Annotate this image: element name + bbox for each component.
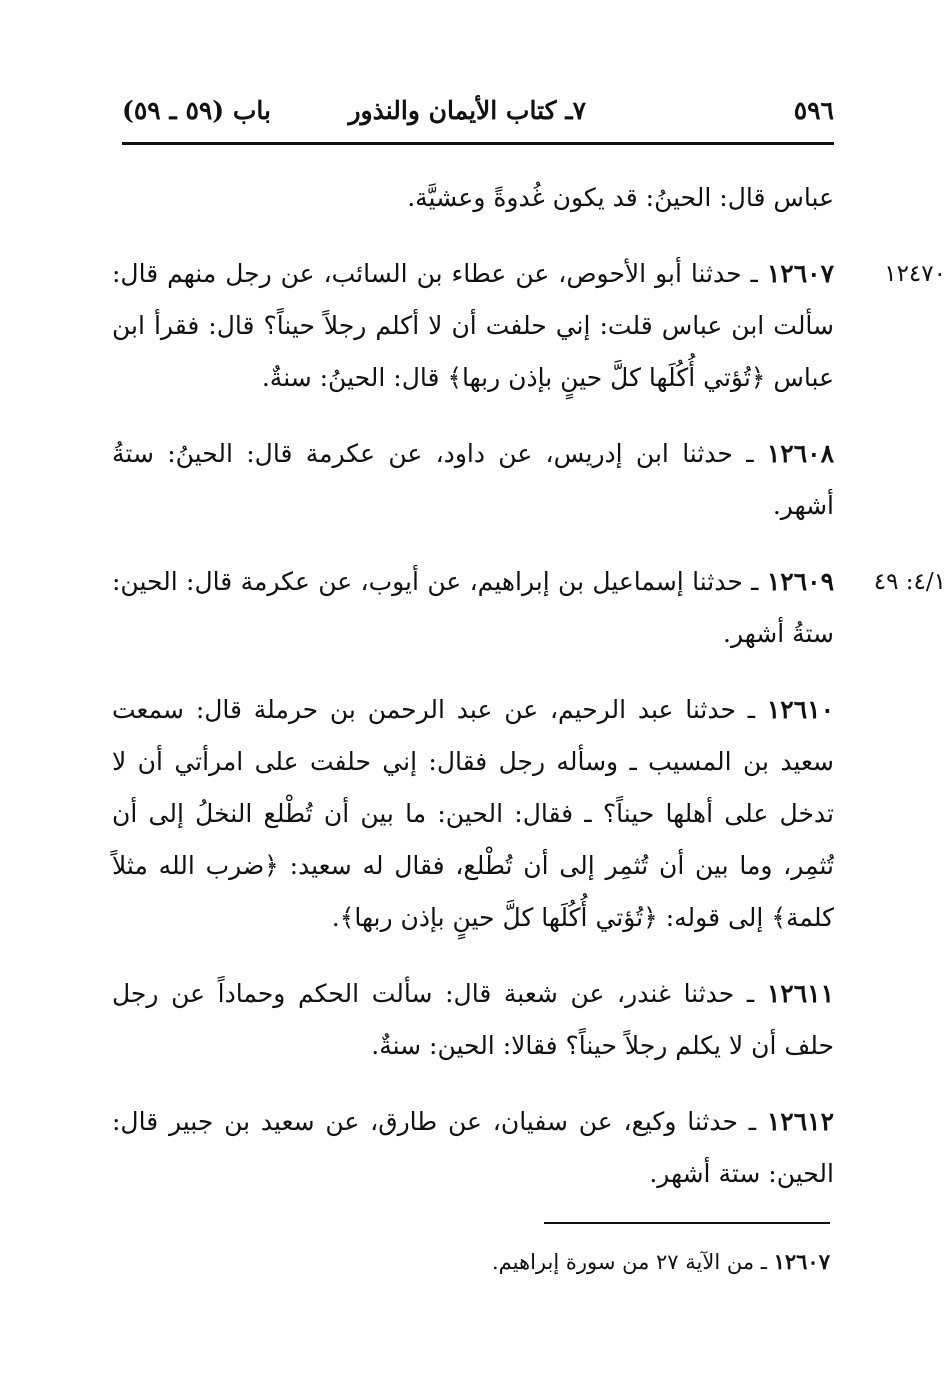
margin-reference: ١٢٤٧٠ (884, 261, 946, 287)
hadith-12610 (112, 684, 834, 944)
running-header (122, 92, 834, 136)
paragraph-text: ـ حدثنا غندر، عن شعبة قال: سألت الحكم وحماداً عن رجل حلف أن لا يكلم رجلاً حيناً؟ فقالا: الحين: سنةٌ. (112, 979, 834, 1060)
page-number: ٥٩٦ (793, 96, 834, 125)
paragraph-text: عباس قال: الحينُ: قد يكون غُدوةً وعشيَّة. (407, 183, 834, 212)
main-text (112, 172, 946, 1224)
hadith-12608 (112, 428, 834, 532)
book-title: ٧ـ كتاب الأيمان والنذور (348, 96, 586, 125)
paragraph-text: ـ حدثنا عبد الرحيم، عن عبد الرحمن بن حرملة قال: سمعت سعيد بن المسيب ـ وسأله رجل فقال: إني حلفت على امرأتي أن لا تدخل على أهلها حيناً؟ ـ فقال: الحين: ما بين أن تُطْلع النخلُ إلى أن تُثمِر، وما بين أن تُثمِر إلى أن تُطْلع، فقال له سعيد: ﴿ضرب الله مثلاً كلمة﴾ إلى قوله: ﴿تُؤتي أُكُلَها كلَّ حينٍ بإذن ربها﴾. (112, 695, 834, 932)
paragraph-text: ـ حدثنا إسماعيل بن إبراهيم، عن أيوب، عن عكرمة قال: الحين: ستةُ أشهر. (112, 567, 834, 648)
hadith-number: ١٢٦١٢ (766, 1107, 834, 1136)
hadith-number: ١٢٦٠٨ (766, 439, 834, 468)
hadith-12609 (112, 556, 946, 660)
paragraph-text: ـ حدثنا وكيع، عن سفيان، عن طارق، عن سعيد بن جبير قال: الحين: ستة أشهر. (112, 1107, 834, 1188)
hadith-12607 (112, 248, 946, 404)
hadith-number: ١٢٦١٠ (766, 695, 834, 724)
hadith-12612 (112, 1096, 834, 1200)
paragraph-continuation (112, 172, 834, 224)
paragraph-text: ـ حدثنا ابن إدريس، عن داود، عن عكرمة قال: الحينُ: ستةُ أشهر. (112, 439, 834, 520)
footnote-number: ١٢٦٠٧ (773, 1249, 830, 1274)
paragraph-text: ـ حدثنا أبو الأحوص، عن عطاء بن السائب، عن رجل منهم قال: سألت ابن عباس قلت: إني حلفت أن لا أكلم رجلاً حيناً؟ قال: فقرأ ابن عباس ﴿تُؤتي أُكُلَها كلَّ حينٍ بإذن ربها﴾ قال: الحينُ: سنةٌ. (112, 259, 834, 392)
hadith-number: ١٢٦١١ (766, 979, 834, 1008)
footnote-text: ـ من الآية ٢٧ من سورة إبراهيم. (492, 1250, 767, 1274)
chapter-label: باب (٥٩ ـ ٥٩) (122, 96, 271, 125)
margin-reference: ٤/١: ٤٩ (873, 569, 946, 595)
hadith-number: ١٢٦٠٩ (766, 567, 834, 596)
footnote-rule (544, 1222, 830, 1224)
header-rule (122, 142, 834, 145)
footnote (200, 1242, 830, 1282)
hadith-12611 (112, 968, 834, 1072)
hadith-number: ١٢٦٠٧ (766, 259, 834, 288)
